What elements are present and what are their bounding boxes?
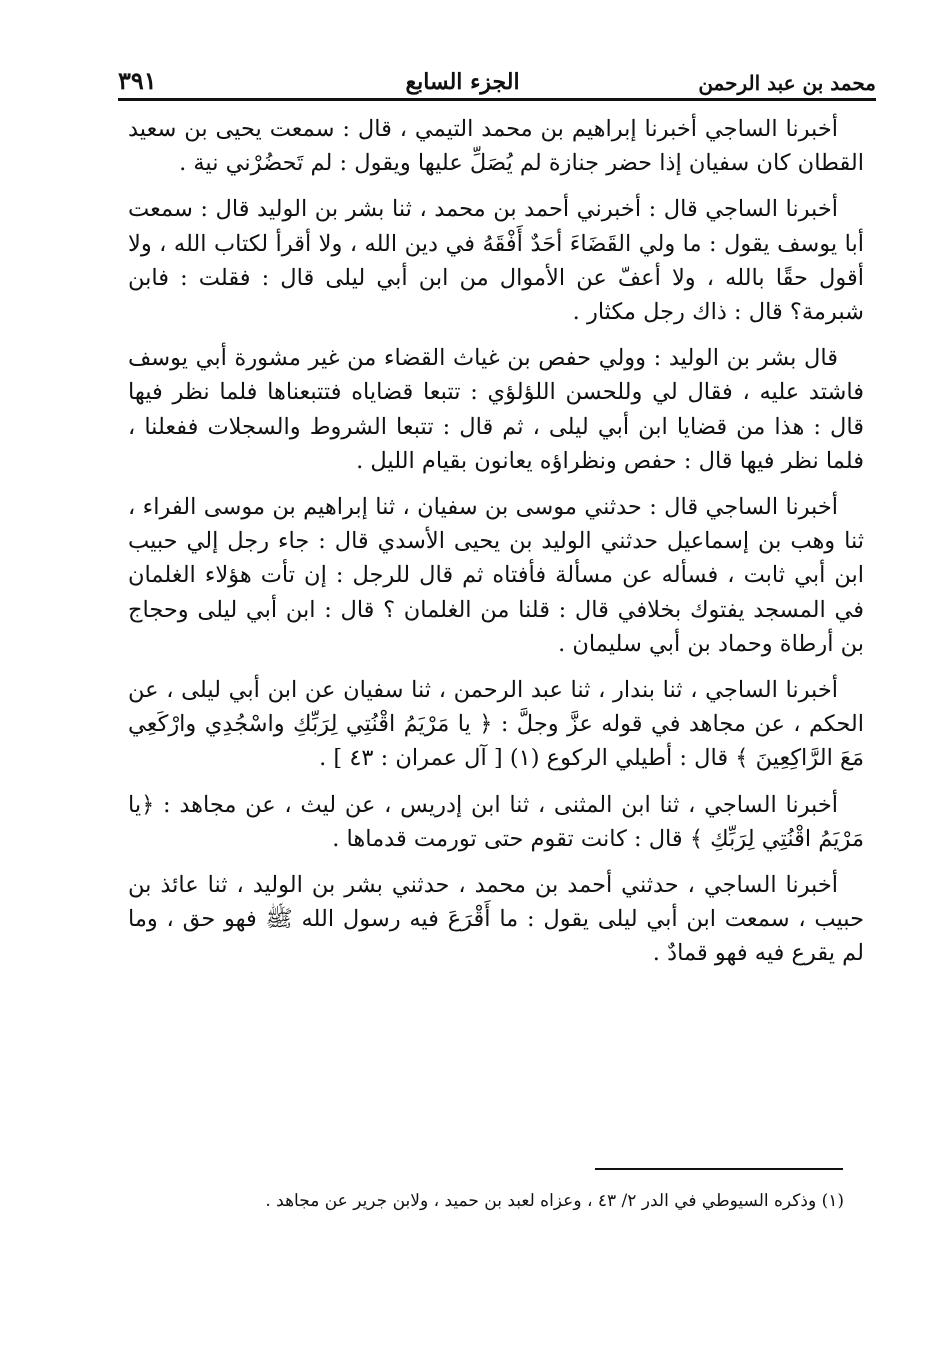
header-volume: الجزء السابع [405,69,520,95]
footnote-rule [595,1168,843,1170]
page-header [118,55,876,95]
footnote: (١) وذكره السيوطي في الدر ٢/ ٤٣ ، وعزاه لعبد بن حميد ، ولابن جرير عن مجاهد . [265,1191,844,1211]
paragraph: أخبرنا الساجي ، حدثني أحمد بن محمد ، حدثني بشر بن الوليد ، ثنا عائذ بن حبيب ، سمعت ابن أبي ليلى يقول : ما أَقْرَعَ فيه رسول الله ﷺ فهو حق ، وما لم يقرع فيه فهو قمادٌ . [128,872,864,967]
paragraph: قال بشر بن الوليد : وولي حفص بن غياث القضاء من غير مشورة أبي يوسف فاشتد عليه ، فقال لي وللحسن اللؤلؤي : تتبعا قضاياه فتتبعناها فلما نظر فيها قال : هذا من قضايا ابن أبي ليلى ، ثم قال : تتبعا الشروط والسجلات ففعلنا ، فلما نظر فيها قال : حفص ونظراؤه يعانون بقيام الليل . [128,345,864,474]
page-number: ٣٩١ [118,66,157,95]
paragraph: أخبرنا الساجي ، ثنا بندار ، ثنا عبد الرحمن ، ثنا سفيان عن ابن أبي ليلى ، عن الحكم ، عن مجاهد في قوله عزَّ وجلَّ : ﴿ يا مَرْيَمُ اقْنُتِي لِرَبِّكِ واسْجُدِي وارْكَعِي مَعَ الرَّاكِعِينَ ﴾ قال : أطيلي الركوع (١) [ آل عمران : ٤٣ ] . [128,677,864,772]
body-text [128,112,864,983]
paragraph: أخبرنا الساجي ، ثنا ابن المثنى ، ثنا ابن إدريس ، عن ليث ، عن مجاهد : ﴿يا مَرْيَمُ اقْنُتِي لِرَبِّكِ ﴾ قال : كانت تقوم حتى تورمت قدماها . [128,791,864,852]
paragraph: أخبرنا الساجي أخبرنا إبراهيم بن محمد التيمي ، قال : سمعت يحيى بن سعيد القطان كان سفيان إذا حضر جنازة لم يُصَلِّ عليها ويقول : لم تَحضُرْني نية . [128,116,864,177]
paragraph: أخبرنا الساجي قال : أخبرني أحمد بن محمد ، ثنا بشر بن الوليد قال : سمعت أبا يوسف يقول : ما ولي القَضَاءَ أحَدٌ أَفْقَهُ في دين الله ، ولا أقرأ لكتاب الله ، ولا أقول حقًا بالله ، ولا أعفّ عن الأموال من ابن أبي ليلى قال : فقلت : فابن شبرمة؟ قال : ذاك رجل مكثار . [128,196,864,326]
header-rule [118,98,876,101]
header-author: محمد بن عبد الرحمن [698,71,876,95]
paragraph: أخبرنا الساجي قال : حدثني موسى بن سفيان ، ثنا إبراهيم بن موسى الفراء ، ثنا وهب بن إسماعيل حدثني الوليد بن يحيى الأسدي قال : جاء رجل إلي حبيب ابن أبي ثابت ، فسأله عن مسألة فأفتاه ثم قال للرجل : إن تأت هؤلاء الغلمان في المسجد يفتوك بخلافي قال : قلنا من الغلمان ؟ قال : ابن أبي ليلى وحجاج بن أرطاة وحماد بن أبي سليمان . [128,494,864,657]
